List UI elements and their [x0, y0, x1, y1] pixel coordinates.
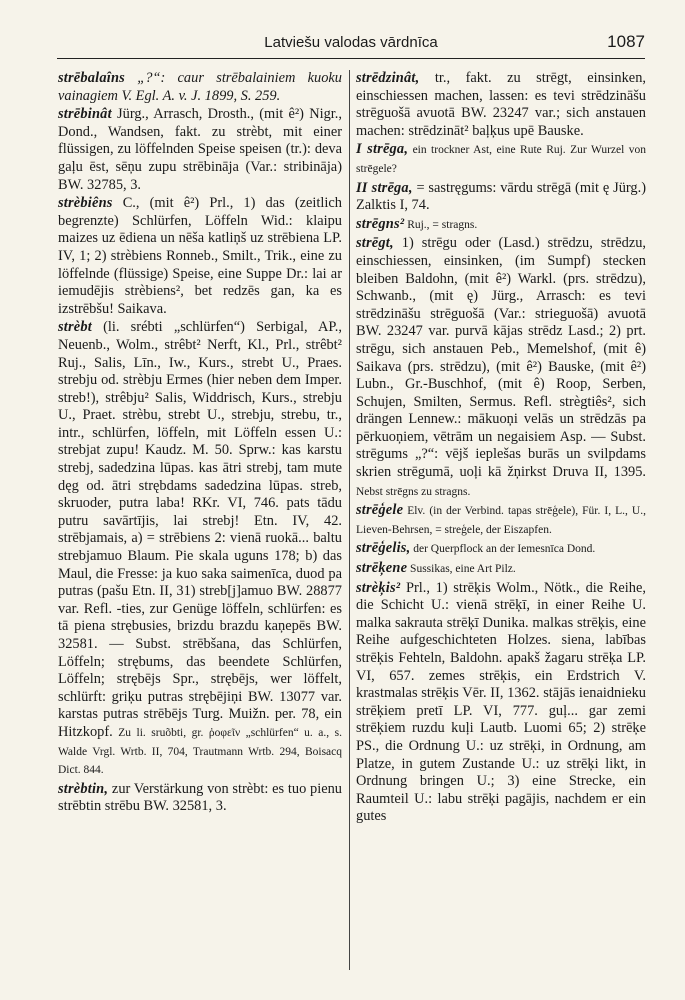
- entry-note: Nebst strēgns zu stragns.: [356, 485, 471, 498]
- entry-headword: strēģelis,: [356, 540, 411, 557]
- dictionary-entry: [356, 235, 646, 501]
- entry-note: Sussikas, eine Art Pilz.: [407, 563, 516, 576]
- entry-body: = sastręgums: vārdu strēgā (mit ę Jürg.) Zalktis I, 74.: [356, 179, 647, 214]
- entry-body: „?“: caur strēbalainiem kuoku vainagiem V. Egl. A. v. J. 1899, S. 259.: [58, 70, 342, 104]
- entry-note: Zu li. sruõbti, gr. ῥοφεῖν „schlürfen“ u. a., s. Walde Vrgl. Wrtb. II, 704, Trautmann Wrtb. 294, Boisacq Dict. 844.: [58, 726, 342, 777]
- dictionary-entry: [356, 70, 646, 140]
- page-title: Latviešu valodas vārdnīca: [264, 34, 438, 51]
- entry-headword: strèbiêns: [58, 195, 113, 212]
- dictionary-entry: [356, 560, 646, 579]
- entry-note: Elv. (in der Verbind. tapas strēģele), Für. I, L., U., Lieven-Behrsen, = streģele, der Eiszapfen.: [356, 505, 646, 536]
- entry-headword: strēbalaîns: [58, 70, 125, 86]
- entry-headword: strèbtin,: [58, 780, 109, 797]
- entry-body: 1) strēgu oder (Lasd.) strēdzu, strēdzu, einschiessen, einsinken, (im Sumpf) stecken bleiben Baldohn, (mit ê²) Warkl. (prs. strēdzu), Schwanb., (mit ę) Jürg., Arrasch: es tevi strēdzināšu strēguošā (Var.: strieguošā) avuotā BW. 23247 var. purvā kājas strēdz Lasd.; 2) prt. strēgu, sich anstauen Peb., Memelshof, (mit ê) Saikava (prs. strēdzu), (mit ê²) Bauske, (mit ê²) Lubn., Gr.-Buschhof, (mit ê) Roop, Serben, Schujen, Smilten, Sermus. Refl. strègtiês², sich drängen Lennew.: mākuoņi velās un strēdzās pa pērkuoņiem, vētrām un negaisiem Asp. — Subst. strēgums „?“: vējš ieplešas burās un svilpdams skrien strēgumā, uoļi kā žņirkst Druva II, 1395.: [356, 235, 646, 481]
- entry-body: tr., fakt. zu strēgt, einsinken, einschiessen machen, lassen: es tevi strēdzināšu strēguošā avuotā BW. 23247 var.; sich anstauen machen: strēdzināt² baļķus upē Bauske.: [356, 70, 646, 139]
- entry-body: Prl., 1) strēķis Wolm., Nötk., die Reihe, die Schicht U.: vienā strēķī, in einer Reihe U. malka sakrauta strēķī Dunika. malkas strēķis, eine Reihe aufgeschichteten Holzes. siena, labības strēķis Fehteln, Baldohn. apakš žagaru strēķa LP. VI, 657. zemes strēķis, ein Erdstrich V. krastmalas strēķis Vēr. II, 1362. stājās ienaidnieku strēķiem pretī LP. VI, 777. guļ... gar zemi strēķiem ruzdu kuļi Lautb. Luomi 65; 2) strēķe PS., die Ordnung U.: uz strēķi, in Ordnung, am Platze, in gutem Zustande U.: uz strēķi likt, in Ordnung bringen U.; 3) eine Strecke, ein Raumteil U.: labu strēķi pagājis, nachdem er ein gutes: [356, 579, 646, 825]
- dictionary-entry: [356, 502, 646, 539]
- entry-headword: strēgns²: [356, 215, 405, 232]
- entry-body: zur Verstärkung von strèbt: es tuo pienu strēbtin strēbu BW. 32581, 3.: [58, 780, 342, 815]
- entry-headword: II strēga,: [356, 179, 413, 196]
- entry-headword: strēgt,: [356, 235, 394, 252]
- entry-headword: strēdzinât,: [356, 70, 420, 86]
- column-divider: [349, 70, 350, 970]
- entry-body: C., (mit ê²) Prl., 1) das (zeitlich begrenzte) Schlürfen, Löffeln Wid.: klaipu maizes uz ēdiena un nēša katliņš uz strēbiena LP. IV, 1; 2) strèbiens Ronneb., Smilt., Trik., eine zu löffelnde (flüssige) Speise, eine Suppe Dr.: lai ar iemudējis strèbiens², bet redzēs gan, ka es izstrēbšu! Saikava.: [58, 195, 342, 317]
- entry-body: (li. srébti „schlürfen“) Serbigal, AP., Neuenb., Wolm., strêbt² Nerft, Kl., Prl., strêbt² Ruj., Salis, Līn., Iw., Kurs., strebt U., Praes. strebju od. strèbju Ermes (hier neben dem Imper. streb!), strêbju² Salis, Widdrisch, Kurs., strebju U., Praet. strèbu, strebt U., strebju, strebu, tr., intr., schlürfen, löffeln, mit Löffeln essen U.: strebjat zupu! Kaudz. M. 50. Sprw.: kas karstu strebj, sadedzina lūpas. kas ātri strebj, tam mute dęg od. ātri strębdams sadedzina lūpas. streb, skruoder, putra laba! RKr. VI, 746. pats tādu putru savārtījis, lai strebj! Etn. IV, 42. strēbjamais, a) = strēbiens 2: vienā ruokā... baltu strebjamuo Blaum. Pie skala uguns 178; b) das Maul, die Fresse: ja kuo saka saimenīca, duod pa putras (pašu Etn. II, 31) streb[j]amuo BW. 28877 var. Refl. -ties, zur Genüge löffeln, schlürfen: es tā piena strębusies, brizdu brazdu kaņepēs BW. 32581. — Subst. strēbšana, das Schlürfen, Löffeln; strębums, das beendete Schlürfen, Löffeln; strębējs Spr., strębējs, wer löffelt, schlürft: griķu putras strębējiņi BW. 13077 var. karstas putras strēbējs Turg. Muižn. per. 78, ein Hitzkopf.: [58, 319, 342, 740]
- left-column: [58, 70, 342, 816]
- page-header: [57, 30, 645, 59]
- entry-headword: strèbt: [58, 319, 92, 336]
- dictionary-entry: [356, 141, 646, 178]
- dictionary-entry: [356, 180, 646, 215]
- dictionary-entry: [58, 195, 342, 318]
- right-column: [356, 70, 646, 826]
- entry-headword: strēbinât: [58, 106, 112, 123]
- entry-headword: I strēga,: [356, 141, 409, 158]
- entry-headword: strēģele: [356, 502, 404, 519]
- entry-body: Jürg., Arrasch, Drosth., (mit ê²) Nigr., Dond., Wandsen, fakt. zu strèbt, mit einer flüssigen, zu löffelnden Speise speisen (tr.): deva gaļu ēst, sēņu zupu strēbināja (Var.: stribināja) BW. 32785, 3.: [58, 106, 342, 193]
- entry-note: der Querpflock an der Iemesnīca Dond.: [410, 543, 596, 556]
- dictionary-entry: [356, 540, 646, 559]
- dictionary-entry: [58, 70, 342, 105]
- entry-note: ein trockner Ast, eine Rute Ruj. Zur Wurzel von strēgele?: [356, 144, 647, 175]
- dictionary-entry: [356, 580, 646, 826]
- dictionary-entry: [58, 106, 342, 194]
- entry-headword: strèķis²: [356, 579, 401, 596]
- entry-note: Ruj., = stragns.: [404, 218, 478, 231]
- entry-headword: strēķene: [356, 560, 408, 577]
- dictionary-entry: [58, 319, 342, 779]
- dictionary-entry: [58, 781, 342, 816]
- dictionary-entry: [356, 216, 646, 235]
- page-number: 1087: [607, 32, 645, 51]
